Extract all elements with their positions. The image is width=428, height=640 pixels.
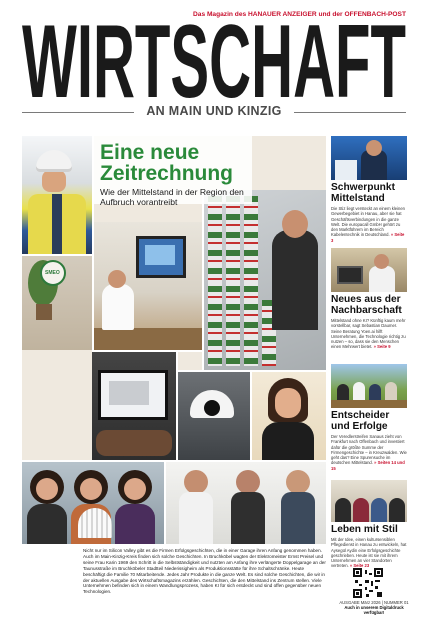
photo-office-screen: [92, 222, 202, 350]
sidebar-title: Schwerpunkt Mittelstand: [331, 182, 395, 204]
sidebar-text: Mit der Idee, einen kultursensiblen Pflegedienst in Hanau zu entwickeln, hat Aysegül Aydin eine Erfolgsgeschichte geschrieben. Heute ist sie mit ihrem Unternehmen an vier Standorten vertreten. » Seite 23: [331, 537, 407, 569]
sidebar-item-entscheider[interactable]: [331, 364, 407, 471]
tagline: Das Magazin des HANAUER ANZEIGER und der OFFENBACH-POST: [193, 11, 406, 18]
photo-switch-cabinet: [202, 190, 326, 370]
sidebar-text: Der Veredlerstreifen Sanaus zieht von Frankfurt nach Offenbach und investiert dafür die größte Summe der Firmengeschichte – in Kreuzwalden. Wie geht das? Eine Spurensuche im deutschen Mittelstand. » Seiten 14 und 15: [331, 434, 407, 471]
sidebar-photo: [331, 364, 407, 408]
issue-info: [334, 600, 414, 616]
sidebar-item-leben-mit-stil[interactable]: [331, 480, 407, 569]
page-link[interactable]: » Seite 3: [331, 232, 405, 243]
sidebar-photo: [331, 136, 407, 180]
sidebar-text: Mittelstand ohne KI? Künftig kaum mehr vorstellbar, sagt Sebastian Daumer. Seine Beratung Yoen.ai hilft Unternehmen, die Technologie richtig zu nutzen – so, dass sie den Menschen einen Mehrwert bietet. » Seite 9: [331, 318, 406, 350]
divider: [294, 112, 406, 113]
page-link[interactable]: » Seite 9: [373, 344, 391, 350]
sidebar-item-nachbarschaft[interactable]: [331, 248, 407, 350]
masthead-text: WIRTSCHAFT: [22, 18, 406, 106]
subtitle-row: [22, 104, 406, 120]
cover-lead-text: Nicht nur im Silicon Valley gibt es die Firmen Erfolgsgeschichten, die in einer Garage ihren Anfang genommen haben. Auch im Main-Kinzig-Kreis finden sich solche Geschichten. In Bruchköbel wagten der Elektromeister Ernst Preisel und seine Frau Karin 1969 den Schritt in die Selbstständigkeit und nutzten am Anfang ihre verlängerte Doppelgarage an der Taunusstraße im Bruchköbeler Stadtteil Niederissigheim als Produktionsstätte für ihre Schaltschränke. Heute beschäftigt die Familie 70 Mitarbeitende. Jedes Jahr Produkte in die ganze Welt. Es sind solche Geschichten, die wir in der aktuellen Ausgabe des Wirtschaftsmagazins erzählen. Geschichten, die den Mittelstand ins Zentrum stellen. Viele Unternehmen befinden sich in einem Wandlungsprozess, haben KI für sich entdeckt und sind offen gegenüber neuen Technologien.: [83, 548, 326, 595]
qr-code[interactable]: [353, 568, 383, 598]
page-link[interactable]: » Seite 23: [349, 563, 370, 569]
cover-collage: [22, 136, 326, 544]
sidebar-item-mittelstand[interactable]: [331, 136, 407, 243]
masthead: [22, 18, 406, 106]
issue-line: AUSGABE März 2026 | NUMMER 01: [339, 600, 409, 605]
photo-camera-dome: [176, 370, 250, 460]
sidebar-photo: [331, 480, 407, 522]
subtitle: AN MAIN UND KINZIG: [146, 104, 282, 118]
photo-monitor: [92, 350, 176, 460]
photo-plant-sign: [22, 254, 92, 350]
cover-headline: Eine neue Zeitrechnung: [100, 141, 234, 185]
cover-deck: Wie der Mittelstand in der Region den Aufbruch vorantreibt: [100, 187, 244, 208]
photo-women-group: [22, 460, 164, 544]
cover-headline-box: [92, 136, 252, 208]
sidebar-title: Leben mit Stil: [331, 524, 398, 535]
sidebar-text: Die Stiz liegt versteckt an einem kleinen Gewerbegebiet in Hanau, aber sie hat Geschäftsverbindungen in die ganze Welt. Die europacall GmbH gehört zu den Marktführern im Bereich Kabelentechnik in Deutschland. » Seite 3: [331, 206, 406, 243]
photo-worker-helmet: [22, 136, 92, 254]
sidebar-photo: [331, 248, 407, 292]
photo-woman-portrait: [250, 370, 326, 460]
page-link[interactable]: » Seiten 14 und 15: [331, 460, 405, 471]
issue-note: Auch in unserem Digitaldruck verfügbar!: [344, 605, 404, 616]
sidebar-title: Entscheider und Erfolge: [331, 410, 390, 432]
sidebar-title: Neues aus der Nachbarschaft: [331, 294, 402, 316]
sign-text: SMEO: [45, 270, 60, 276]
photo-men-group: [164, 460, 326, 544]
